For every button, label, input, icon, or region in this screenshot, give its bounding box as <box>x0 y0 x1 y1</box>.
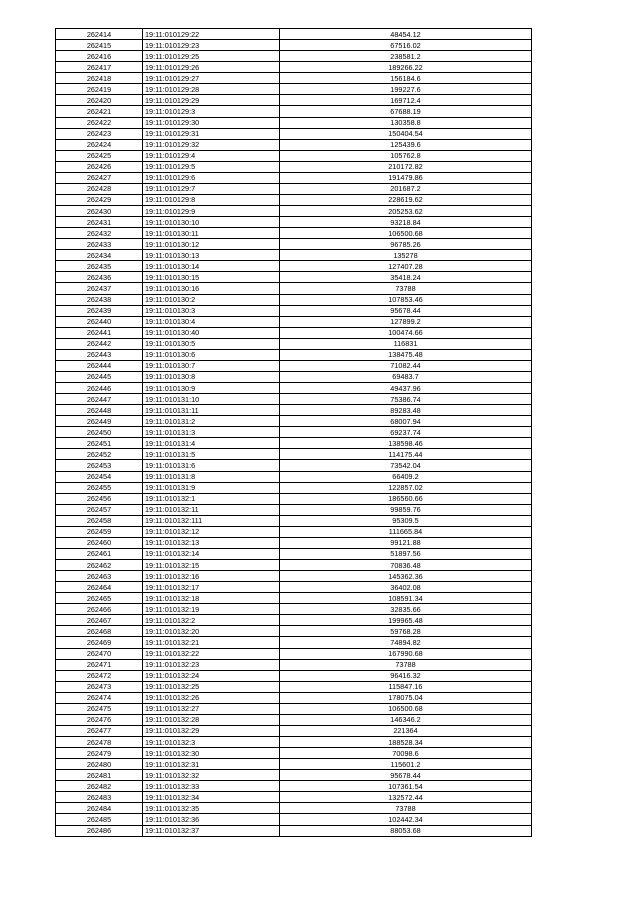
table-row <box>56 360 532 371</box>
table-row <box>56 405 532 416</box>
cadastral-number-cell: 19:11:010129:27 <box>143 73 280 84</box>
value-cell: 189266.22 <box>280 62 532 73</box>
table-row <box>56 615 532 626</box>
row-id-cell: 262441 <box>56 327 143 338</box>
row-id-cell: 262423 <box>56 128 143 139</box>
cadastral-number-cell: 19:11:010132:19 <box>143 604 280 615</box>
table-row <box>56 150 532 161</box>
cadastral-number-cell: 19:11:010130:11 <box>143 228 280 239</box>
cadastral-number-cell: 19:11:010129:29 <box>143 95 280 106</box>
table-row <box>56 250 532 261</box>
value-cell: 70836.48 <box>280 560 532 571</box>
table-row <box>56 803 532 814</box>
row-id-cell: 262435 <box>56 261 143 272</box>
cadastral-number-cell: 19:11:010132:17 <box>143 582 280 593</box>
row-id-cell: 262453 <box>56 460 143 471</box>
table-row <box>56 792 532 803</box>
value-cell: 66409.2 <box>280 471 532 482</box>
table-row <box>56 40 532 51</box>
value-cell: 49437.96 <box>280 383 532 394</box>
table-row <box>56 526 532 537</box>
row-id-cell: 262427 <box>56 172 143 183</box>
table-row <box>56 206 532 217</box>
value-cell: 228619.62 <box>280 194 532 205</box>
table-row <box>56 681 532 692</box>
row-id-cell: 262474 <box>56 692 143 703</box>
table-row <box>56 825 532 836</box>
value-cell: 107361.54 <box>280 781 532 792</box>
data-table <box>55 28 532 837</box>
row-id-cell: 262456 <box>56 493 143 504</box>
value-cell: 99121.88 <box>280 537 532 548</box>
row-id-cell: 262436 <box>56 272 143 283</box>
table-row <box>56 128 532 139</box>
table-row <box>56 449 532 460</box>
table-row <box>56 460 532 471</box>
value-cell: 95678.44 <box>280 305 532 316</box>
row-id-cell: 262477 <box>56 725 143 736</box>
cadastral-number-cell: 19:11:010132:1 <box>143 493 280 504</box>
cadastral-number-cell: 19:11:010130:7 <box>143 360 280 371</box>
value-cell: 106500.68 <box>280 703 532 714</box>
cadastral-number-cell: 19:11:010129:5 <box>143 161 280 172</box>
row-id-cell: 262415 <box>56 40 143 51</box>
cadastral-number-cell: 19:11:010130:10 <box>143 217 280 228</box>
value-cell: 88053.68 <box>280 825 532 836</box>
value-cell: 127407.28 <box>280 261 532 272</box>
row-id-cell: 262448 <box>56 405 143 416</box>
cadastral-number-cell: 19:11:010132:14 <box>143 548 280 559</box>
row-id-cell: 262466 <box>56 604 143 615</box>
cadastral-number-cell: 19:11:010132:24 <box>143 670 280 681</box>
table-row <box>56 648 532 659</box>
table-row <box>56 471 532 482</box>
cadastral-number-cell: 19:11:010131:5 <box>143 449 280 460</box>
cadastral-number-cell: 19:11:010129:30 <box>143 117 280 128</box>
table-row <box>56 95 532 106</box>
value-cell: 48454.12 <box>280 29 532 40</box>
cadastral-number-cell: 19:11:010129:6 <box>143 172 280 183</box>
row-id-cell: 262468 <box>56 626 143 637</box>
row-id-cell: 262482 <box>56 781 143 792</box>
table-row <box>56 504 532 515</box>
cadastral-number-cell: 19:11:010129:32 <box>143 139 280 150</box>
row-id-cell: 262414 <box>56 29 143 40</box>
value-cell: 32835.66 <box>280 604 532 615</box>
row-id-cell: 262449 <box>56 416 143 427</box>
row-id-cell: 262473 <box>56 681 143 692</box>
row-id-cell: 262442 <box>56 338 143 349</box>
row-id-cell: 262437 <box>56 283 143 294</box>
table-row <box>56 338 532 349</box>
row-id-cell: 262416 <box>56 51 143 62</box>
value-cell: 108591.34 <box>280 593 532 604</box>
cadastral-number-cell: 19:11:010132:37 <box>143 825 280 836</box>
row-id-cell: 262462 <box>56 560 143 571</box>
value-cell: 199965.48 <box>280 615 532 626</box>
value-cell: 145362.36 <box>280 571 532 582</box>
value-cell: 100474.66 <box>280 327 532 338</box>
value-cell: 107853.46 <box>280 294 532 305</box>
row-id-cell: 262455 <box>56 482 143 493</box>
row-id-cell: 262484 <box>56 803 143 814</box>
table-row <box>56 626 532 637</box>
row-id-cell: 262421 <box>56 106 143 117</box>
value-cell: 67516.02 <box>280 40 532 51</box>
table-row <box>56 438 532 449</box>
value-cell: 114175.44 <box>280 449 532 460</box>
table-row <box>56 272 532 283</box>
row-id-cell: 262445 <box>56 371 143 382</box>
cadastral-number-cell: 19:11:010131:4 <box>143 438 280 449</box>
table-row <box>56 548 532 559</box>
table-row <box>56 560 532 571</box>
cadastral-number-cell: 19:11:010132:26 <box>143 692 280 703</box>
value-cell: 125439.6 <box>280 139 532 150</box>
cadastral-number-cell: 19:11:010132:22 <box>143 648 280 659</box>
row-id-cell: 262422 <box>56 117 143 128</box>
cadastral-number-cell: 19:11:010130:16 <box>143 283 280 294</box>
table-row <box>56 228 532 239</box>
value-cell: 188528.34 <box>280 737 532 748</box>
value-cell: 89283.48 <box>280 405 532 416</box>
cadastral-number-cell: 19:11:010132:15 <box>143 560 280 571</box>
row-id-cell: 262440 <box>56 316 143 327</box>
value-cell: 93218.84 <box>280 217 532 228</box>
row-id-cell: 262444 <box>56 360 143 371</box>
value-cell: 238581.2 <box>280 51 532 62</box>
value-cell: 156184.6 <box>280 73 532 84</box>
value-cell: 99859.76 <box>280 504 532 515</box>
row-id-cell: 262429 <box>56 194 143 205</box>
table-row <box>56 294 532 305</box>
cadastral-number-cell: 19:11:010130:2 <box>143 294 280 305</box>
cadastral-number-cell: 19:11:010131:6 <box>143 460 280 471</box>
cadastral-number-cell: 19:11:010132:35 <box>143 803 280 814</box>
value-cell: 51897.56 <box>280 548 532 559</box>
table-row <box>56 482 532 493</box>
row-id-cell: 262471 <box>56 659 143 670</box>
value-cell: 130358.8 <box>280 117 532 128</box>
row-id-cell: 262447 <box>56 394 143 405</box>
value-cell: 122857.02 <box>280 482 532 493</box>
value-cell: 135278 <box>280 250 532 261</box>
value-cell: 138475.48 <box>280 349 532 360</box>
value-cell: 210172.82 <box>280 161 532 172</box>
value-cell: 205253.62 <box>280 206 532 217</box>
value-cell: 68007.94 <box>280 416 532 427</box>
cadastral-number-cell: 19:11:010132:12 <box>143 526 280 537</box>
row-id-cell: 262470 <box>56 648 143 659</box>
cadastral-number-cell: 19:11:010132:16 <box>143 571 280 582</box>
cadastral-number-cell: 19:11:010129:28 <box>143 84 280 95</box>
cadastral-number-cell: 19:11:010132:25 <box>143 681 280 692</box>
row-id-cell: 262458 <box>56 515 143 526</box>
value-cell: 150404.54 <box>280 128 532 139</box>
value-cell: 169712.4 <box>280 95 532 106</box>
cadastral-number-cell: 19:11:010129:22 <box>143 29 280 40</box>
cadastral-number-cell: 19:11:010129:9 <box>143 206 280 217</box>
table-row <box>56 814 532 825</box>
table-row <box>56 316 532 327</box>
value-cell: 36402.08 <box>280 582 532 593</box>
cadastral-number-cell: 19:11:010130:4 <box>143 316 280 327</box>
row-id-cell: 262450 <box>56 427 143 438</box>
cadastral-number-cell: 19:11:010132:28 <box>143 714 280 725</box>
value-cell: 73788 <box>280 803 532 814</box>
cadastral-number-cell: 19:11:010129:8 <box>143 194 280 205</box>
cadastral-number-cell: 19:11:010132:13 <box>143 537 280 548</box>
table-row <box>56 84 532 95</box>
cadastral-number-cell: 19:11:010131:11 <box>143 405 280 416</box>
row-id-cell: 262461 <box>56 548 143 559</box>
cadastral-number-cell: 19:11:010132:23 <box>143 659 280 670</box>
cadastral-number-cell: 19:11:010130:13 <box>143 250 280 261</box>
row-id-cell: 262433 <box>56 239 143 250</box>
value-cell: 167990.68 <box>280 648 532 659</box>
cadastral-number-cell: 19:11:010132:36 <box>143 814 280 825</box>
cadastral-number-cell: 19:11:010129:26 <box>143 62 280 73</box>
value-cell: 75386.74 <box>280 394 532 405</box>
cadastral-number-cell: 19:11:010130:8 <box>143 371 280 382</box>
table-row <box>56 217 532 228</box>
cadastral-number-cell: 19:11:010130:6 <box>143 349 280 360</box>
cadastral-number-cell: 19:11:010132:11 <box>143 504 280 515</box>
value-cell: 199227.6 <box>280 84 532 95</box>
table-row <box>56 770 532 781</box>
value-cell: 67688.19 <box>280 106 532 117</box>
row-id-cell: 262430 <box>56 206 143 217</box>
table-row <box>56 725 532 736</box>
row-id-cell: 262467 <box>56 615 143 626</box>
table-row <box>56 692 532 703</box>
row-id-cell: 262420 <box>56 95 143 106</box>
table-row <box>56 759 532 770</box>
cadastral-number-cell: 19:11:010131:10 <box>143 394 280 405</box>
value-cell: 69483.7 <box>280 371 532 382</box>
table-row <box>56 172 532 183</box>
table-row <box>56 703 532 714</box>
row-id-cell: 262418 <box>56 73 143 84</box>
table-row <box>56 593 532 604</box>
value-cell: 146346.2 <box>280 714 532 725</box>
table-row <box>56 537 532 548</box>
value-cell: 132572.44 <box>280 792 532 803</box>
table-row <box>56 183 532 194</box>
row-id-cell: 262469 <box>56 637 143 648</box>
cadastral-number-cell: 19:11:010132:33 <box>143 781 280 792</box>
row-id-cell: 262439 <box>56 305 143 316</box>
cadastral-number-cell: 19:11:010131:3 <box>143 427 280 438</box>
row-id-cell: 262454 <box>56 471 143 482</box>
row-id-cell: 262424 <box>56 139 143 150</box>
value-cell: 115847.16 <box>280 681 532 692</box>
value-cell: 96416.32 <box>280 670 532 681</box>
cadastral-number-cell: 19:11:010129:23 <box>143 40 280 51</box>
table-row <box>56 73 532 84</box>
table-row <box>56 515 532 526</box>
cadastral-number-cell: 19:11:010132:34 <box>143 792 280 803</box>
cadastral-number-cell: 19:11:010130:12 <box>143 239 280 250</box>
table-row <box>56 637 532 648</box>
cadastral-number-cell: 19:11:010132:27 <box>143 703 280 714</box>
table-row <box>56 748 532 759</box>
table-row <box>56 670 532 681</box>
row-id-cell: 262431 <box>56 217 143 228</box>
row-id-cell: 262476 <box>56 714 143 725</box>
cadastral-number-cell: 19:11:010129:31 <box>143 128 280 139</box>
table-row <box>56 117 532 128</box>
table-row <box>56 383 532 394</box>
cadastral-number-cell: 19:11:010129:4 <box>143 150 280 161</box>
row-id-cell: 262446 <box>56 383 143 394</box>
value-cell: 73542.04 <box>280 460 532 471</box>
value-cell: 71082.44 <box>280 360 532 371</box>
cadastral-number-cell: 19:11:010132:21 <box>143 637 280 648</box>
table-row <box>56 305 532 316</box>
table-row <box>56 427 532 438</box>
table-row <box>56 781 532 792</box>
value-cell: 70098.6 <box>280 748 532 759</box>
cadastral-number-cell: 19:11:010129:7 <box>143 183 280 194</box>
table-row <box>56 283 532 294</box>
value-cell: 69237.74 <box>280 427 532 438</box>
cadastral-number-cell: 19:11:010132:2 <box>143 615 280 626</box>
cadastral-number-cell: 19:11:010132:31 <box>143 759 280 770</box>
row-id-cell: 262438 <box>56 294 143 305</box>
table-row <box>56 582 532 593</box>
value-cell: 115601.2 <box>280 759 532 770</box>
cadastral-number-cell: 19:11:010132:111 <box>143 515 280 526</box>
row-id-cell: 262478 <box>56 737 143 748</box>
cadastral-number-cell: 19:11:010130:14 <box>143 261 280 272</box>
table-row <box>56 51 532 62</box>
row-id-cell: 262485 <box>56 814 143 825</box>
row-id-cell: 262459 <box>56 526 143 537</box>
cadastral-number-cell: 19:11:010129:3 <box>143 106 280 117</box>
table-row <box>56 714 532 725</box>
row-id-cell: 262452 <box>56 449 143 460</box>
table-row <box>56 604 532 615</box>
table-row <box>56 737 532 748</box>
row-id-cell: 262463 <box>56 571 143 582</box>
row-id-cell: 262457 <box>56 504 143 515</box>
cadastral-number-cell: 19:11:010130:40 <box>143 327 280 338</box>
table-row <box>56 239 532 250</box>
table-row <box>56 371 532 382</box>
value-cell: 221364 <box>280 725 532 736</box>
value-cell: 74894.82 <box>280 637 532 648</box>
row-id-cell: 262464 <box>56 582 143 593</box>
row-id-cell: 262472 <box>56 670 143 681</box>
row-id-cell: 262417 <box>56 62 143 73</box>
row-id-cell: 262428 <box>56 183 143 194</box>
row-id-cell: 262475 <box>56 703 143 714</box>
cadastral-number-cell: 19:11:010131:9 <box>143 482 280 493</box>
value-cell: 96785.26 <box>280 239 532 250</box>
row-id-cell: 262426 <box>56 161 143 172</box>
table-row <box>56 493 532 504</box>
cadastral-number-cell: 19:11:010132:20 <box>143 626 280 637</box>
value-cell: 35418.24 <box>280 272 532 283</box>
table-row <box>56 161 532 172</box>
cadastral-number-cell: 19:11:010132:30 <box>143 748 280 759</box>
table-row <box>56 29 532 40</box>
row-id-cell: 262465 <box>56 593 143 604</box>
cadastral-number-cell: 19:11:010129:25 <box>143 51 280 62</box>
table-row <box>56 571 532 582</box>
table-body <box>56 29 532 837</box>
value-cell: 105762.8 <box>280 150 532 161</box>
cadastral-number-cell: 19:11:010130:9 <box>143 383 280 394</box>
row-id-cell: 262419 <box>56 84 143 95</box>
table-row <box>56 394 532 405</box>
cadastral-number-cell: 19:11:010130:3 <box>143 305 280 316</box>
cadastral-number-cell: 19:11:010132:18 <box>143 593 280 604</box>
value-cell: 102442.34 <box>280 814 532 825</box>
table-row <box>56 349 532 360</box>
cadastral-number-cell: 19:11:010130:15 <box>143 272 280 283</box>
row-id-cell: 262480 <box>56 759 143 770</box>
value-cell: 95309.5 <box>280 515 532 526</box>
cadastral-number-cell: 19:11:010132:3 <box>143 737 280 748</box>
value-cell: 138598.46 <box>280 438 532 449</box>
row-id-cell: 262451 <box>56 438 143 449</box>
value-cell: 59768.28 <box>280 626 532 637</box>
value-cell: 106500.68 <box>280 228 532 239</box>
value-cell: 95678.44 <box>280 770 532 781</box>
table-row <box>56 194 532 205</box>
value-cell: 186560.66 <box>280 493 532 504</box>
table-row <box>56 659 532 670</box>
row-id-cell: 262486 <box>56 825 143 836</box>
table-row <box>56 261 532 272</box>
value-cell: 73788 <box>280 659 532 670</box>
table-row <box>56 139 532 150</box>
row-id-cell: 262443 <box>56 349 143 360</box>
cadastral-number-cell: 19:11:010131:8 <box>143 471 280 482</box>
row-id-cell: 262481 <box>56 770 143 781</box>
row-id-cell: 262483 <box>56 792 143 803</box>
row-id-cell: 262479 <box>56 748 143 759</box>
value-cell: 73788 <box>280 283 532 294</box>
value-cell: 116831 <box>280 338 532 349</box>
row-id-cell: 262434 <box>56 250 143 261</box>
table-row <box>56 416 532 427</box>
value-cell: 127899.2 <box>280 316 532 327</box>
value-cell: 178075.04 <box>280 692 532 703</box>
cadastral-number-cell: 19:11:010130:5 <box>143 338 280 349</box>
row-id-cell: 262432 <box>56 228 143 239</box>
table-row <box>56 327 532 338</box>
value-cell: 191479.86 <box>280 172 532 183</box>
cadastral-number-cell: 19:11:010132:29 <box>143 725 280 736</box>
cadastral-number-cell: 19:11:010131:2 <box>143 416 280 427</box>
table-row <box>56 106 532 117</box>
value-cell: 201687.2 <box>280 183 532 194</box>
cadastral-number-cell: 19:11:010132:32 <box>143 770 280 781</box>
row-id-cell: 262425 <box>56 150 143 161</box>
value-cell: 111665.84 <box>280 526 532 537</box>
table-row <box>56 62 532 73</box>
row-id-cell: 262460 <box>56 537 143 548</box>
